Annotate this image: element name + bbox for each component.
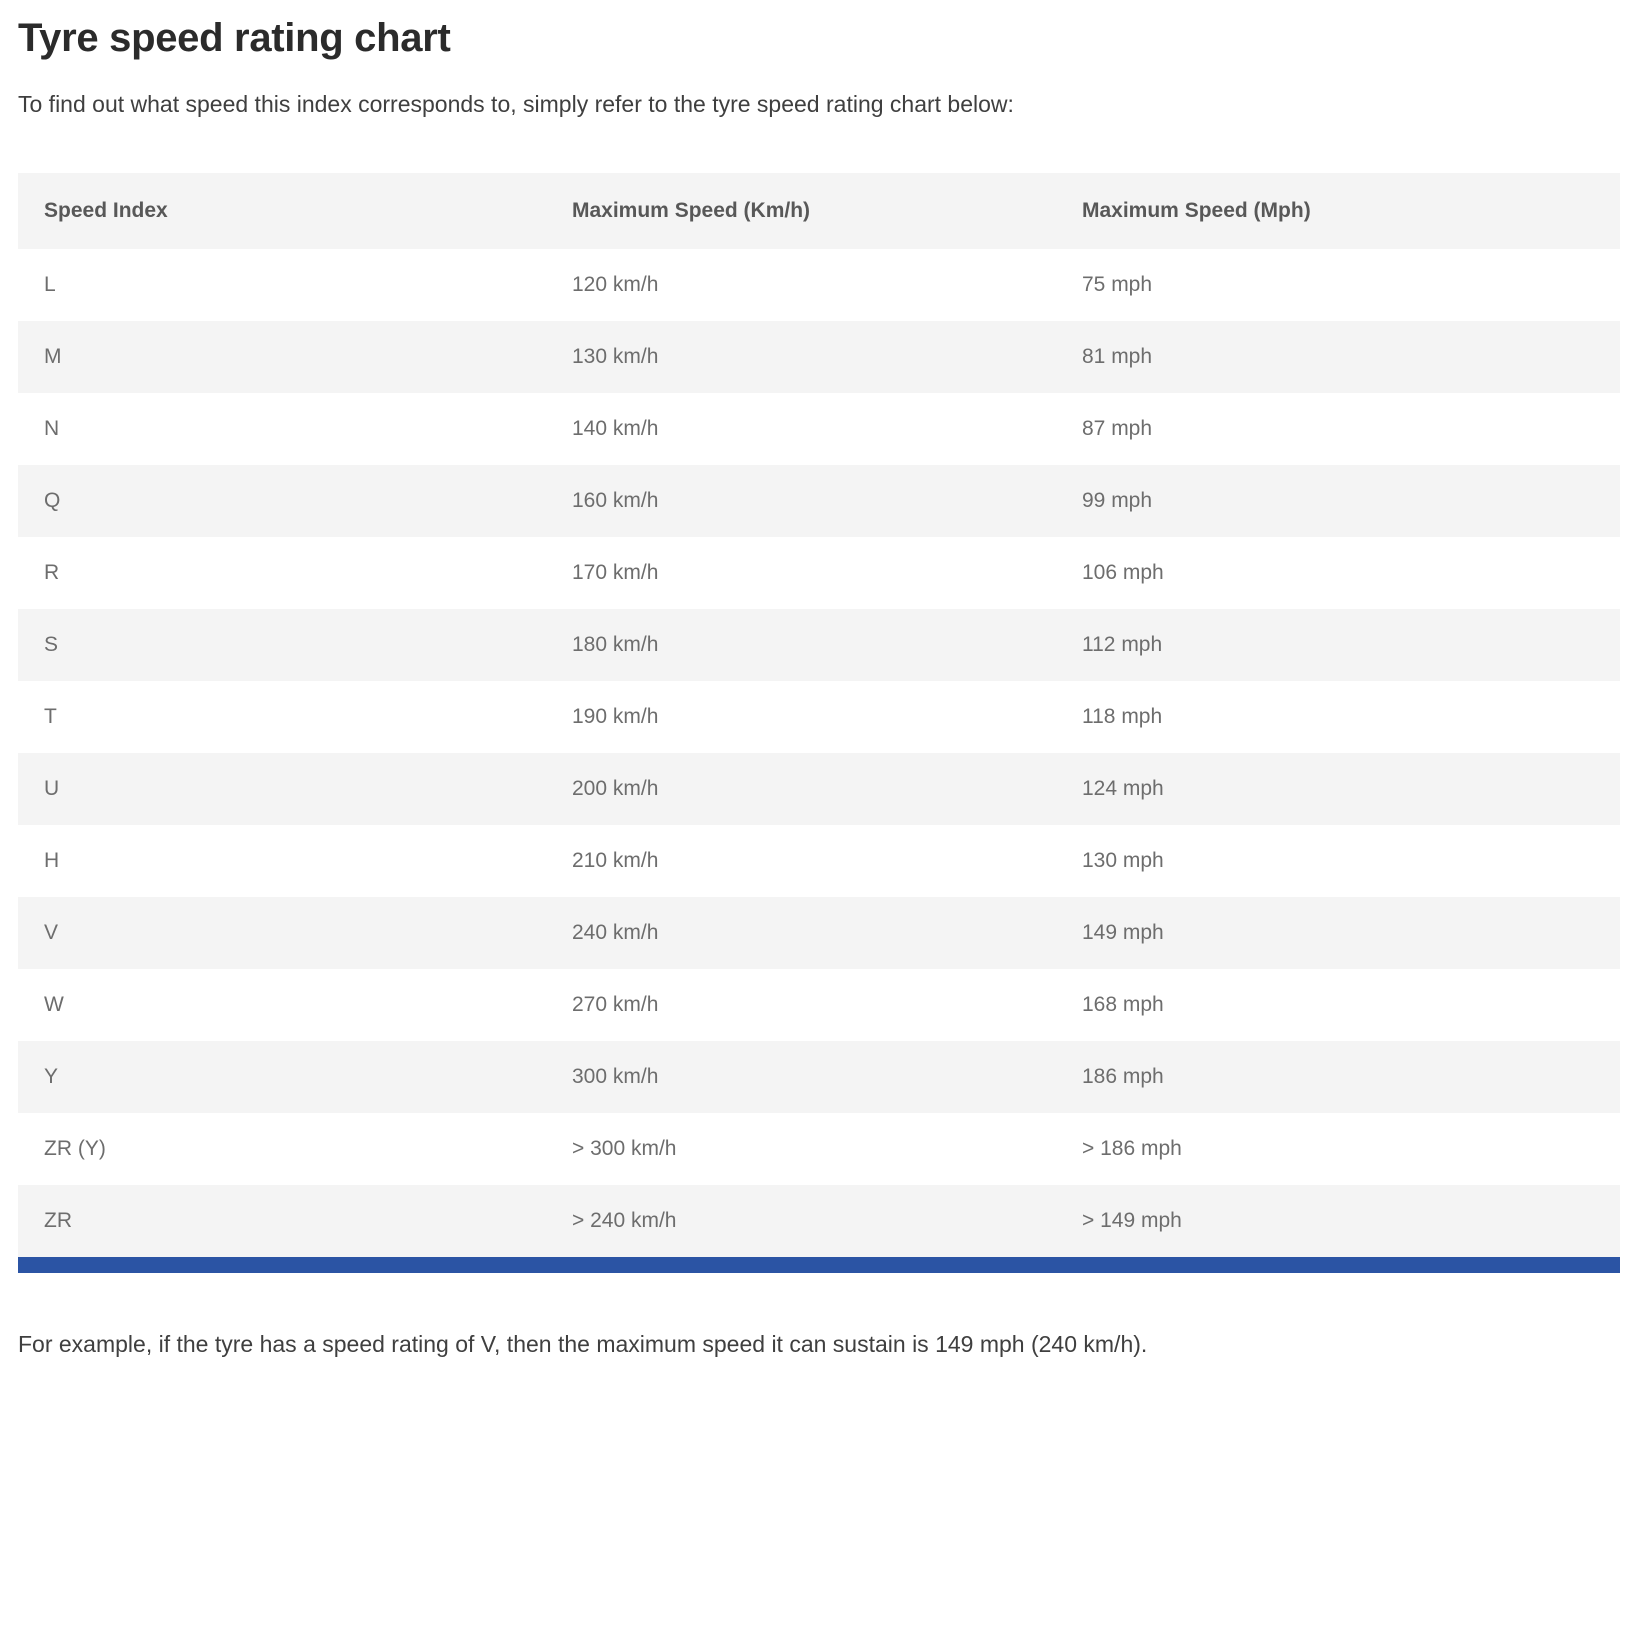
cell-speed-index: U [44,777,60,801]
cell-max-speed-kmh: 240 km/h [572,921,659,945]
cell-max-speed-mph: 87 mph [1082,417,1153,441]
table-row [18,753,1620,825]
cell-max-speed-mph: > 149 mph [1082,1209,1182,1233]
table-row [18,249,1620,321]
cell-max-speed-mph: 130 mph [1082,849,1164,873]
cell-max-speed-kmh: 130 km/h [572,345,659,369]
table-accent-underline [18,1257,1620,1273]
cell-speed-index: ZR [44,1209,72,1233]
intro-paragraph: To find out what speed this index corresponds to, simply refer to the tyre speed rating chart below: [18,91,1014,117]
cell-max-speed-kmh: 200 km/h [572,777,659,801]
cell-max-speed-kmh: 180 km/h [572,633,659,657]
cell-speed-index: V [44,921,59,945]
table-header [18,173,1620,249]
table-row [18,1185,1620,1257]
page-title: Tyre speed rating chart [18,16,451,60]
cell-speed-index: L [44,273,56,297]
cell-max-speed-mph: 112 mph [1082,633,1163,657]
table-row [18,825,1620,897]
cell-max-speed-mph: 75 mph [1082,273,1153,297]
cell-max-speed-kmh: 300 km/h [572,1065,659,1089]
cell-max-speed-kmh: 210 km/h [572,849,659,873]
table-row [18,969,1620,1041]
cell-max-speed-mph: 118 mph [1082,705,1163,729]
cell-speed-index: W [44,993,64,1017]
cell-speed-index: T [44,705,57,729]
cell-max-speed-kmh: 160 km/h [572,489,659,513]
table-body [18,249,1620,1257]
cell-max-speed-mph: 81 mph [1082,345,1153,369]
table-row [18,1113,1620,1185]
cell-max-speed-mph: 99 mph [1082,489,1153,513]
table-row [18,465,1620,537]
cell-max-speed-kmh: 120 km/h [572,273,659,297]
cell-speed-index: S [44,633,59,657]
cell-max-speed-kmh: > 300 km/h [572,1137,677,1161]
tyre-speed-rating-table [18,173,1620,1257]
table-header-row [18,173,1620,249]
cell-max-speed-mph: 186 mph [1082,1065,1164,1089]
column-header-max-speed-kmh: Maximum Speed (Km/h) [546,173,1056,249]
cell-max-speed-kmh: > 240 km/h [572,1209,677,1233]
table-row [18,681,1620,753]
table-row [18,609,1620,681]
cell-speed-index: Q [44,489,61,513]
cell-max-speed-mph: 124 mph [1082,777,1164,801]
cell-speed-index: Y [44,1065,59,1089]
cell-max-speed-mph: 168 mph [1082,993,1164,1017]
table-row [18,321,1620,393]
cell-max-speed-mph: 149 mph [1082,921,1164,945]
cell-speed-index: H [44,849,60,873]
cell-max-speed-kmh: 170 km/h [572,561,659,585]
cell-speed-index: R [44,561,60,585]
cell-speed-index: M [44,345,62,369]
cell-speed-index: N [44,417,60,441]
cell-max-speed-kmh: 190 km/h [572,705,659,729]
table-row [18,393,1620,465]
cell-max-speed-kmh: 140 km/h [572,417,659,441]
footnote-paragraph: For example, if the tyre has a speed rating of V, then the maximum speed it can sustain is 149 mph (240 km/h). [18,1331,1148,1358]
table-row [18,1041,1620,1113]
table-row [18,537,1620,609]
cell-max-speed-mph: 106 mph [1082,561,1164,585]
column-header-max-speed-mph: Maximum Speed (Mph) [1056,173,1620,249]
cell-speed-index: ZR (Y) [44,1137,106,1161]
cell-max-speed-kmh: 270 km/h [572,993,659,1017]
column-header-speed-index: Speed Index [18,173,546,249]
cell-max-speed-mph: > 186 mph [1082,1137,1182,1161]
table-row [18,897,1620,969]
